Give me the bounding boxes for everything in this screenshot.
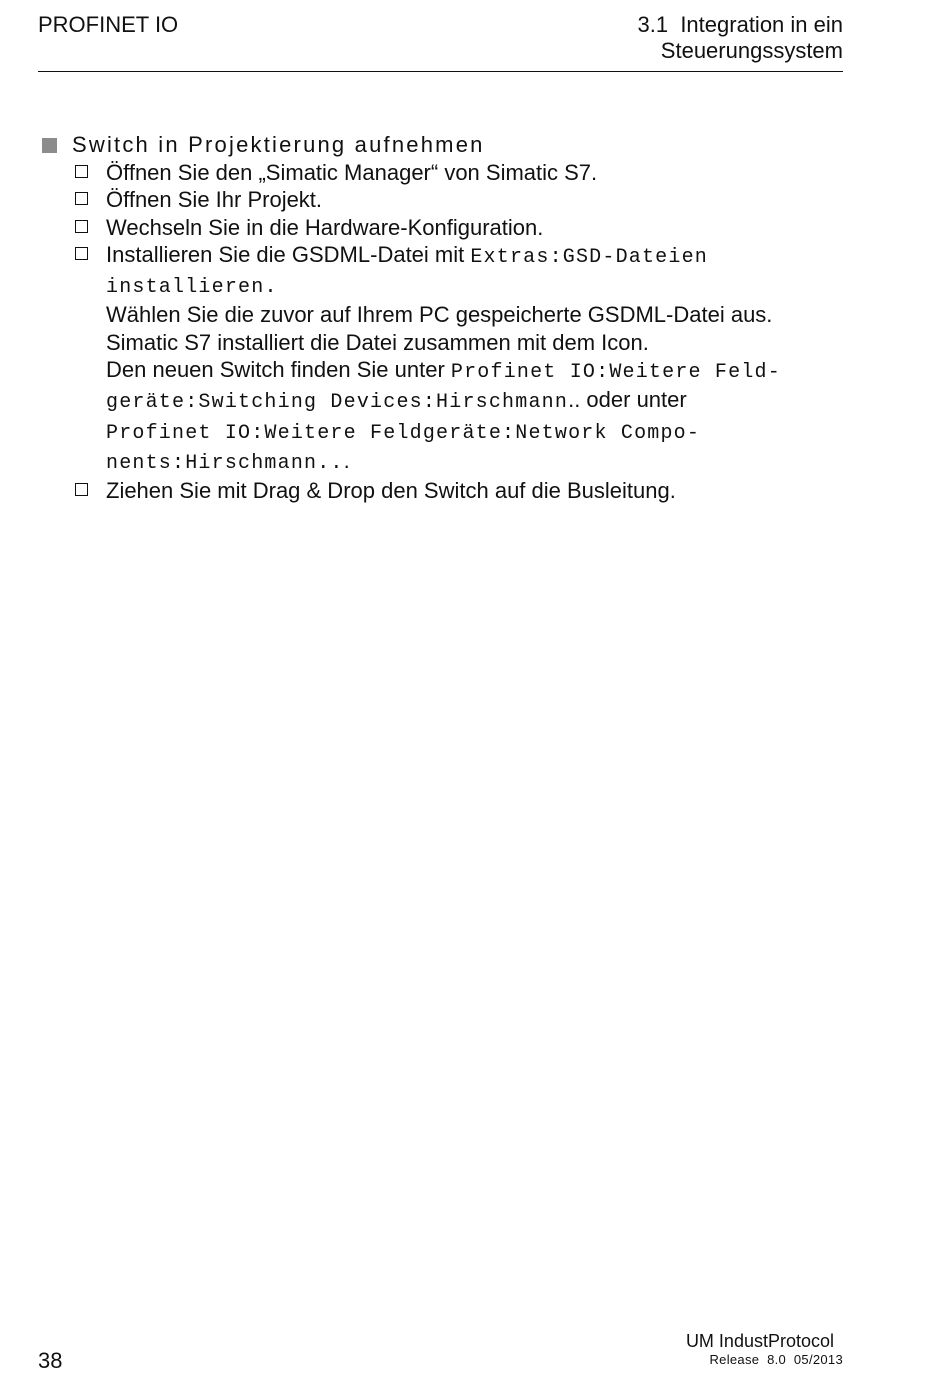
catalog-path-2b: nents:Hirschmann.. [106, 451, 344, 475]
step-4 [38, 241, 848, 477]
checkbox-icon [75, 247, 88, 260]
step-5 [38, 477, 848, 504]
page-number: 38 [38, 1348, 63, 1373]
catalog-path-1b: geräte:Switching Devices:Hirschmann [106, 391, 569, 415]
checkbox-icon [75, 192, 88, 205]
step-2-text: Öffnen Sie Ihr Projekt. [106, 187, 323, 213]
step-4-install-note: Simatic S7 installiert die Datei zusammen mit dem Icon. [106, 329, 649, 355]
step-2 [38, 186, 848, 213]
square-bullet-icon [42, 138, 57, 153]
step-1 [38, 159, 848, 186]
running-header-section [638, 12, 843, 64]
menu-path-install: installieren [106, 276, 265, 300]
section-heading [38, 131, 848, 159]
running-header-section-line2: Steuerungssystem [660, 38, 843, 63]
catalog-path-1a: Profinet IO:Weitere Feld- [450, 361, 781, 385]
step-4-select-file: Wählen Sie die zuvor auf Ihrem PC gespeicherte GSDML-Datei aus. [106, 302, 773, 328]
menu-path-period: . [264, 276, 278, 300]
catalog-path-dots: .. [568, 387, 581, 413]
document-title: UM IndustProtocol [685, 1331, 834, 1351]
step-4-path-line [106, 386, 848, 416]
checkbox-icon [75, 165, 88, 178]
running-header-section-line1: 3.1 Integration in ein [637, 12, 843, 37]
step-4-line-2 [106, 271, 848, 301]
step-4-text: Installieren Sie die GSDML-Datei mit [106, 241, 471, 267]
step-4-path2-line-1 [106, 417, 848, 447]
catalog-path-end-dot: . [343, 447, 350, 473]
running-header-chapter: PROFINET IO [38, 12, 179, 37]
step-4-path2-line-2 [106, 447, 848, 477]
menu-path-extras: Extras:GSD-Dateien [470, 245, 708, 269]
step-3 [38, 214, 848, 241]
procedure-section [38, 131, 848, 505]
checkbox-icon [75, 483, 88, 496]
checkbox-icon [75, 220, 88, 233]
step-5-text: Ziehen Sie mit Drag & Drop den Switch auf die Busleitung. [106, 478, 676, 504]
step-3-text: Wechseln Sie in die Hardware-Konfiguration. [106, 214, 544, 240]
step-4-line-1 [106, 241, 848, 271]
step-4-find-switch [106, 356, 848, 386]
step-4-find-text: Den neuen Switch finden Sie unter [106, 357, 451, 383]
step-1-text: Öffnen Sie den „Simatic Manager“ von Simatic S7. [106, 160, 598, 185]
catalog-path-2a: Profinet IO:Weitere Feldgeräte:Network Compo- [106, 421, 701, 445]
section-heading-text: Switch in Projektierung aufnehmen [72, 132, 485, 157]
release-info: Release 8.0 05/2013 [709, 1352, 843, 1367]
header-divider [38, 71, 843, 72]
step-4-or-text: oder unter [580, 387, 687, 413]
